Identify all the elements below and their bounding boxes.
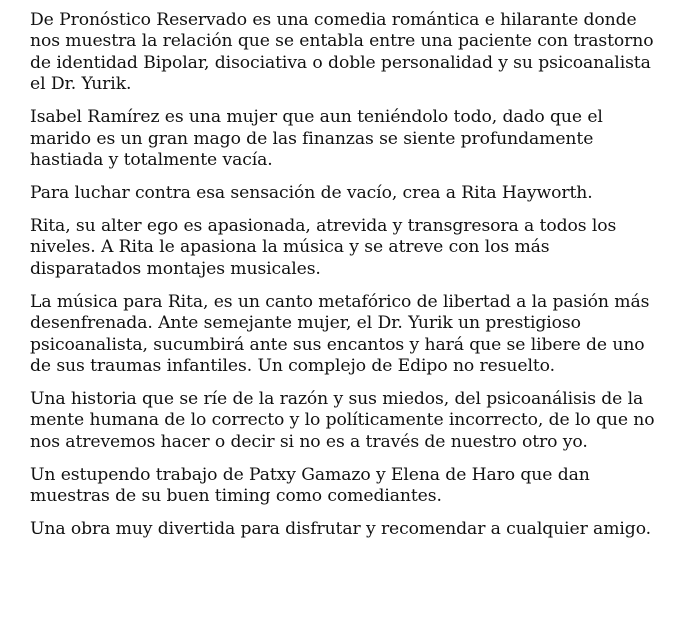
paragraph: Para luchar contra esa sensación de vacío, crea a Rita Hayworth. xyxy=(30,183,593,204)
paragraph: Un estupendo trabajo de Patxy Gamazo y Elena de Haro que dan muestras de su buen timing como comediantes. xyxy=(30,464,590,507)
paragraph: La música para Rita, es un canto metafórico de libertad a la pasión más desenfrenada. Ante semejante mujer, el Dr. Yurik un prestigioso psicoanalista, sucumbirá ante sus encantos y hará que se libere de uno de sus traumas infantiles. Un complejo de Edipo no resuelto. xyxy=(30,291,650,377)
paragraph: De Pronóstico Reservado es una comedia romántica e hilarante donde nos muestra la relación que se entabla entre una paciente con trastorno de identidad Bipolar, disociativa o doble personalidad y su psicoanalista el Dr. Yurik. xyxy=(30,10,654,95)
paragraph: Una obra muy divertida para disfrutar y recomendar a cualquier amigo. xyxy=(30,519,651,540)
paragraph: Isabel Ramírez es una mujer que aun teniéndolo todo, dado que el marido es un gran mago de las finanzas se siente profundamente hastiada y totalmente vacía. xyxy=(30,107,603,171)
paragraph: Una historia que se ríe de la razón y sus miedos, del psicoanálisis de la mente humana de lo correcto y lo políticamente incorrecto, de lo que no nos atrevemos hacer o decir si no es a través de nuestro otro yo. xyxy=(30,389,655,452)
article-body xyxy=(30,10,662,552)
paragraph: Rita, su alter ego es apasionada, atrevida y transgresora a todos los niveles. A Rita le apasiona la música y se atreve con los más disparatados montajes musicales. xyxy=(30,216,617,279)
